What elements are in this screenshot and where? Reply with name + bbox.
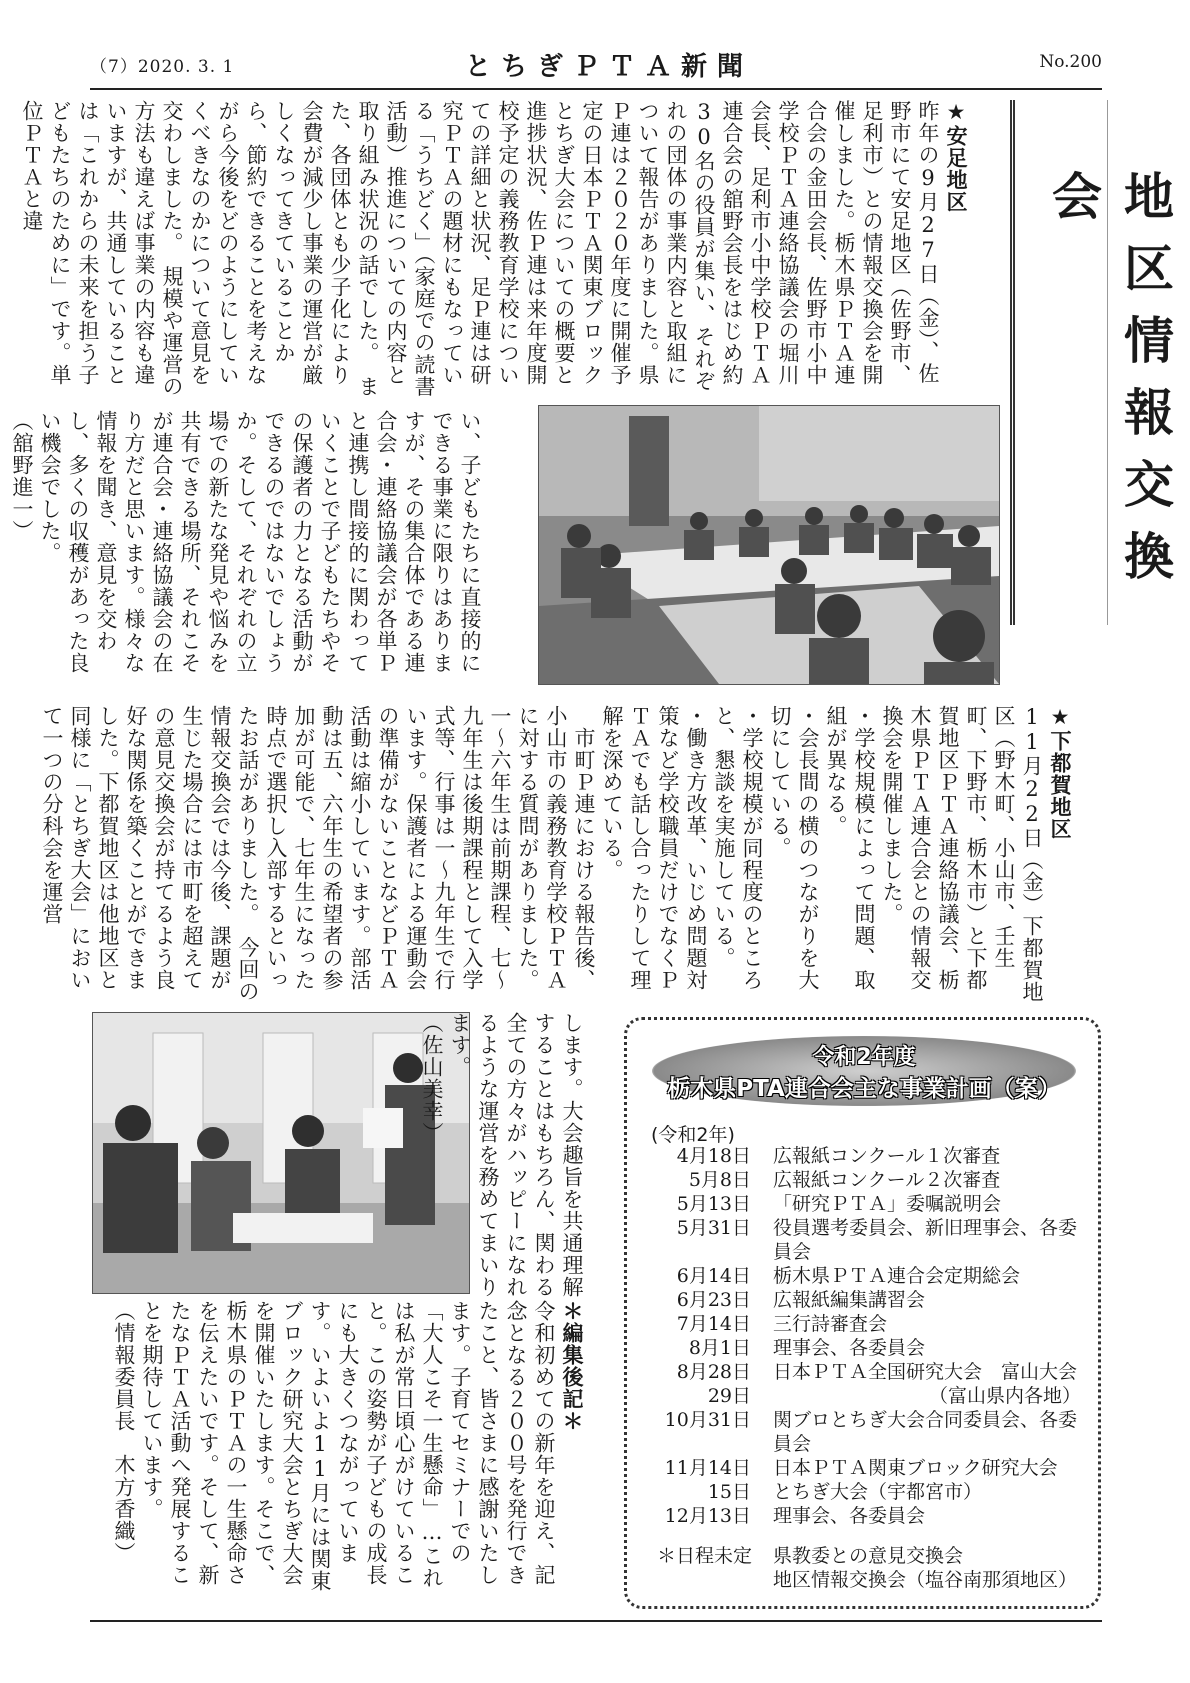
- schedule-event: 広報紙編集講習会: [773, 1289, 926, 1311]
- schedule-row: [651, 1384, 1091, 1408]
- anashi-signature: （舘野進一）: [10, 410, 34, 542]
- schedule-event: 広報紙コンクール２次審査: [773, 1169, 1001, 1191]
- schedule-row: [651, 1288, 1091, 1312]
- schedule-event: 役員選考委員会、新旧理事会、各委員会: [773, 1217, 1078, 1263]
- schedule-row: [651, 1336, 1091, 1360]
- schedule-row: [651, 1192, 1091, 1216]
- schedule-event: 理事会、各委員会: [773, 1337, 926, 1359]
- schedule-row: [651, 1504, 1091, 1528]
- schedule-date: 15日: [707, 1481, 751, 1503]
- schedule-row: [651, 1312, 1091, 1336]
- schedule-event: 関ブロとちぎ大会合同委員会、各委員会: [773, 1409, 1078, 1455]
- schedule-row: [651, 1144, 1091, 1168]
- schedule-year-title: 令和2年度: [812, 1045, 916, 1070]
- section-title: 地区情報交換会: [1044, 170, 1174, 602]
- shimotsuga-heading: ★下都賀地区: [1048, 705, 1072, 840]
- schedule-event: 三行詩審査会: [773, 1313, 888, 1335]
- schedule-gap: [651, 1528, 1091, 1544]
- schedule-row: [651, 1264, 1091, 1288]
- schedule-row: [651, 1360, 1091, 1384]
- schedule-undecided-row: [651, 1568, 1091, 1592]
- schedule-event: （富山県内各地）: [928, 1385, 1081, 1407]
- postscript-heading: ＊編集後記＊: [560, 1300, 584, 1432]
- schedule-event: 理事会、各委員会: [773, 1505, 926, 1527]
- issue-number: No.200: [1039, 52, 1102, 72]
- undecided-item: 県教委との意見交換会: [773, 1545, 964, 1567]
- schedule-date: 4月18日: [676, 1145, 751, 1167]
- shimotsuga-article-continued: [420, 1012, 614, 1302]
- schedule-event: 「研究ＰＴＡ」委嘱説明会: [773, 1193, 1002, 1215]
- shimotsuga-body-2: します。大会趣旨を共通理解することはもちろん、関わる全ての方々がハッピーになれるような運営を務めてまいります。: [448, 1012, 584, 1298]
- page-header: [90, 52, 1102, 92]
- shimotsuga-body-1: 11月22日（金）下都賀地区（野木町、小山市、壬生町、下野市、栃木市）と下都賀地区ＰＴＡ連絡協議会、栃木県ＰＴＡ連合会との情報交換会を開催しました。 ・学校規模によって問題、取組が異なる。 ・会長間の横のつながりを大切にしている。 ・学校規模が同程度のところと、懇談を実施している。 ・働き方改革、いじめ問題対策など学校職員だけでなくＰＴＡでも話し合ったりして理解を深めている。 市町Ｐ連における報告後、小山市の義務教育学校ＰＴＡに対する質問がありました。一～六年生は前期課程、七～九年生は後期課程として入学式等、行事は一～九年生で行います。保護者による運動会の準備がないことなどＰＴＡ活動は縮小しています。部活動は五、六年生の希望者の参加が可能で、七年生になった時点で選択し入部するといったお話がありました。 今回の情報交換会では今後、課題が生じた場合には市町を超えての意見交換会が持てるよう良好な関係を築くことができました。下都賀地区は他地区と同様に「とちぎ大会」において一つの分科会を運営: [40, 705, 1044, 1003]
- schedule-date: 6月23日: [676, 1289, 751, 1311]
- schedule-event: とちぎ大会（宇都宮市）: [773, 1481, 983, 1503]
- meeting-photo: [538, 405, 1000, 685]
- schedule-title: 栃木県PTA連合会主な事業計画（案）: [667, 1076, 1061, 1102]
- schedule-date: 6月14日: [676, 1265, 751, 1287]
- undecided-item: 地区情報交換会（塩谷南那須地区）: [773, 1569, 1078, 1591]
- schedule-event: 広報紙コンクール１次審査: [773, 1145, 1001, 1167]
- schedule-date: 8月1日: [688, 1337, 751, 1359]
- header-rule: [90, 88, 1102, 90]
- postscript-signature: （情報委員長 木方香織）: [112, 1300, 136, 1564]
- schedule-row: [651, 1408, 1091, 1456]
- schedule-year-label: (令和2年): [651, 1124, 735, 1146]
- schedule-row: [651, 1216, 1091, 1264]
- schedule-date: 11月14日: [664, 1457, 751, 1479]
- schedule-date: 5月13日: [676, 1193, 751, 1215]
- schedule-event: 日本ＰＴＡ関東ブロック研究大会: [773, 1457, 1058, 1479]
- anashi-article-continued: [10, 410, 512, 693]
- schedule-banner: [652, 1036, 1076, 1106]
- shimotsuga-article: [40, 705, 1102, 1005]
- anashi-body-2: い、子どもたちに直接的にできる事業に限りはありますが、その集合体である連合会・連絡協議会が各単Ｐと連携し間接的に関わっていくことで子どもたちやその保護者の力となる活動ができるのではないでしょうか。そして、それぞれの立場での新たな発見や悩みを共有できる場所、それこそが連合会・連絡協議会の在り方だと思います。様々な情報を聞き、意見を交わし、多くの収穫があった良い機会でした。: [38, 410, 482, 674]
- schedule-row: [651, 1456, 1091, 1480]
- schedule-date: 10月31日: [664, 1409, 751, 1431]
- editor-postscript: [92, 1300, 614, 1605]
- schedule-list: [651, 1144, 1091, 1592]
- undecided-label: ＊日程未定: [657, 1545, 753, 1567]
- schedule-row: [651, 1480, 1091, 1504]
- schedule-date: 7月14日: [676, 1313, 751, 1335]
- shimotsuga-signature: （佐山美幸）: [420, 1012, 444, 1144]
- schedule-event: 栃木県ＰＴＡ連合会定期総会: [773, 1265, 1021, 1287]
- schedule-event: 日本ＰＴＡ全国研究大会 富山大会: [773, 1361, 1078, 1383]
- schedule-date: 29日: [707, 1385, 751, 1407]
- anashi-article: [20, 100, 998, 400]
- schedule-box: [624, 1017, 1101, 1609]
- section-title-box: [1010, 100, 1174, 625]
- anashi-body-1: 昨年の9月27日（金）、佐野市にて安足地区（佐野市、足利市）との情報交換会を開催しました。栃木県ＰＴＡ連合会の金田会長、佐野市小中学校ＰＴＡ連絡協議会の堀川会長、足利市小中学校ＰＴＡ連合会の舘野会長をはじめ約30名の役員が集い、それぞれの団体の事業内容と取組について報告がありました。県Ｐ連は２０２０年度に開催予定の日本ＰＴＡ関東ブロックとちぎ大会についての概要と進捗状況、佐Ｐ連は来年度開校予定の義務教育学校についての詳細と状況、足Ｐ連は研究ＰＴＡの題材にもなっている「うちどく」（家庭での読書活動）推進についての内容と取り組み状況の話でした。 また、各団体とも少子化により会費が減少し事業の運営が厳しくなってきていることから、節約できることを考えながら今後をどのようにしていくべきなのかについて意見を交わしました。 規模や運営の方法も違えば事業の内容も違いますが、共通していることは「これからの未来を担う子どもたちのために」です。単位ＰＴＡと違: [20, 100, 940, 398]
- schedule-date: 8月28日: [676, 1361, 751, 1383]
- schedule-row: [651, 1168, 1091, 1192]
- footer-rule: [90, 1620, 1102, 1622]
- schedule-date: 12月13日: [664, 1505, 751, 1527]
- anashi-heading: ★安足地区: [944, 100, 968, 213]
- newspaper-title: とちぎＰＴＡ新聞: [465, 52, 754, 82]
- postscript-body: 令和初めての新年を迎え、記念となる２００号を発行できたこと、皆さまに感謝いたします。子育てセミナーでの「大人こそ一生懸命」…これは私が常日頃心がけていること。この姿勢が子どもの成長にも大きくつながっています。いよいよ11月には関東ブロック研究大会とちぎ大会を開催いたします。そこで、栃木県のＰＴＡの一生懸命さを伝えたいです。そして、新たなＰＴＡ活動へ発展することを期待しています。: [140, 1300, 556, 1592]
- schedule-date: 5月8日: [688, 1169, 751, 1191]
- schedule-undecided-row: [651, 1544, 1091, 1568]
- issue-date: （7）2020. 3. 1: [90, 57, 235, 77]
- schedule-date: 5月31日: [676, 1217, 751, 1239]
